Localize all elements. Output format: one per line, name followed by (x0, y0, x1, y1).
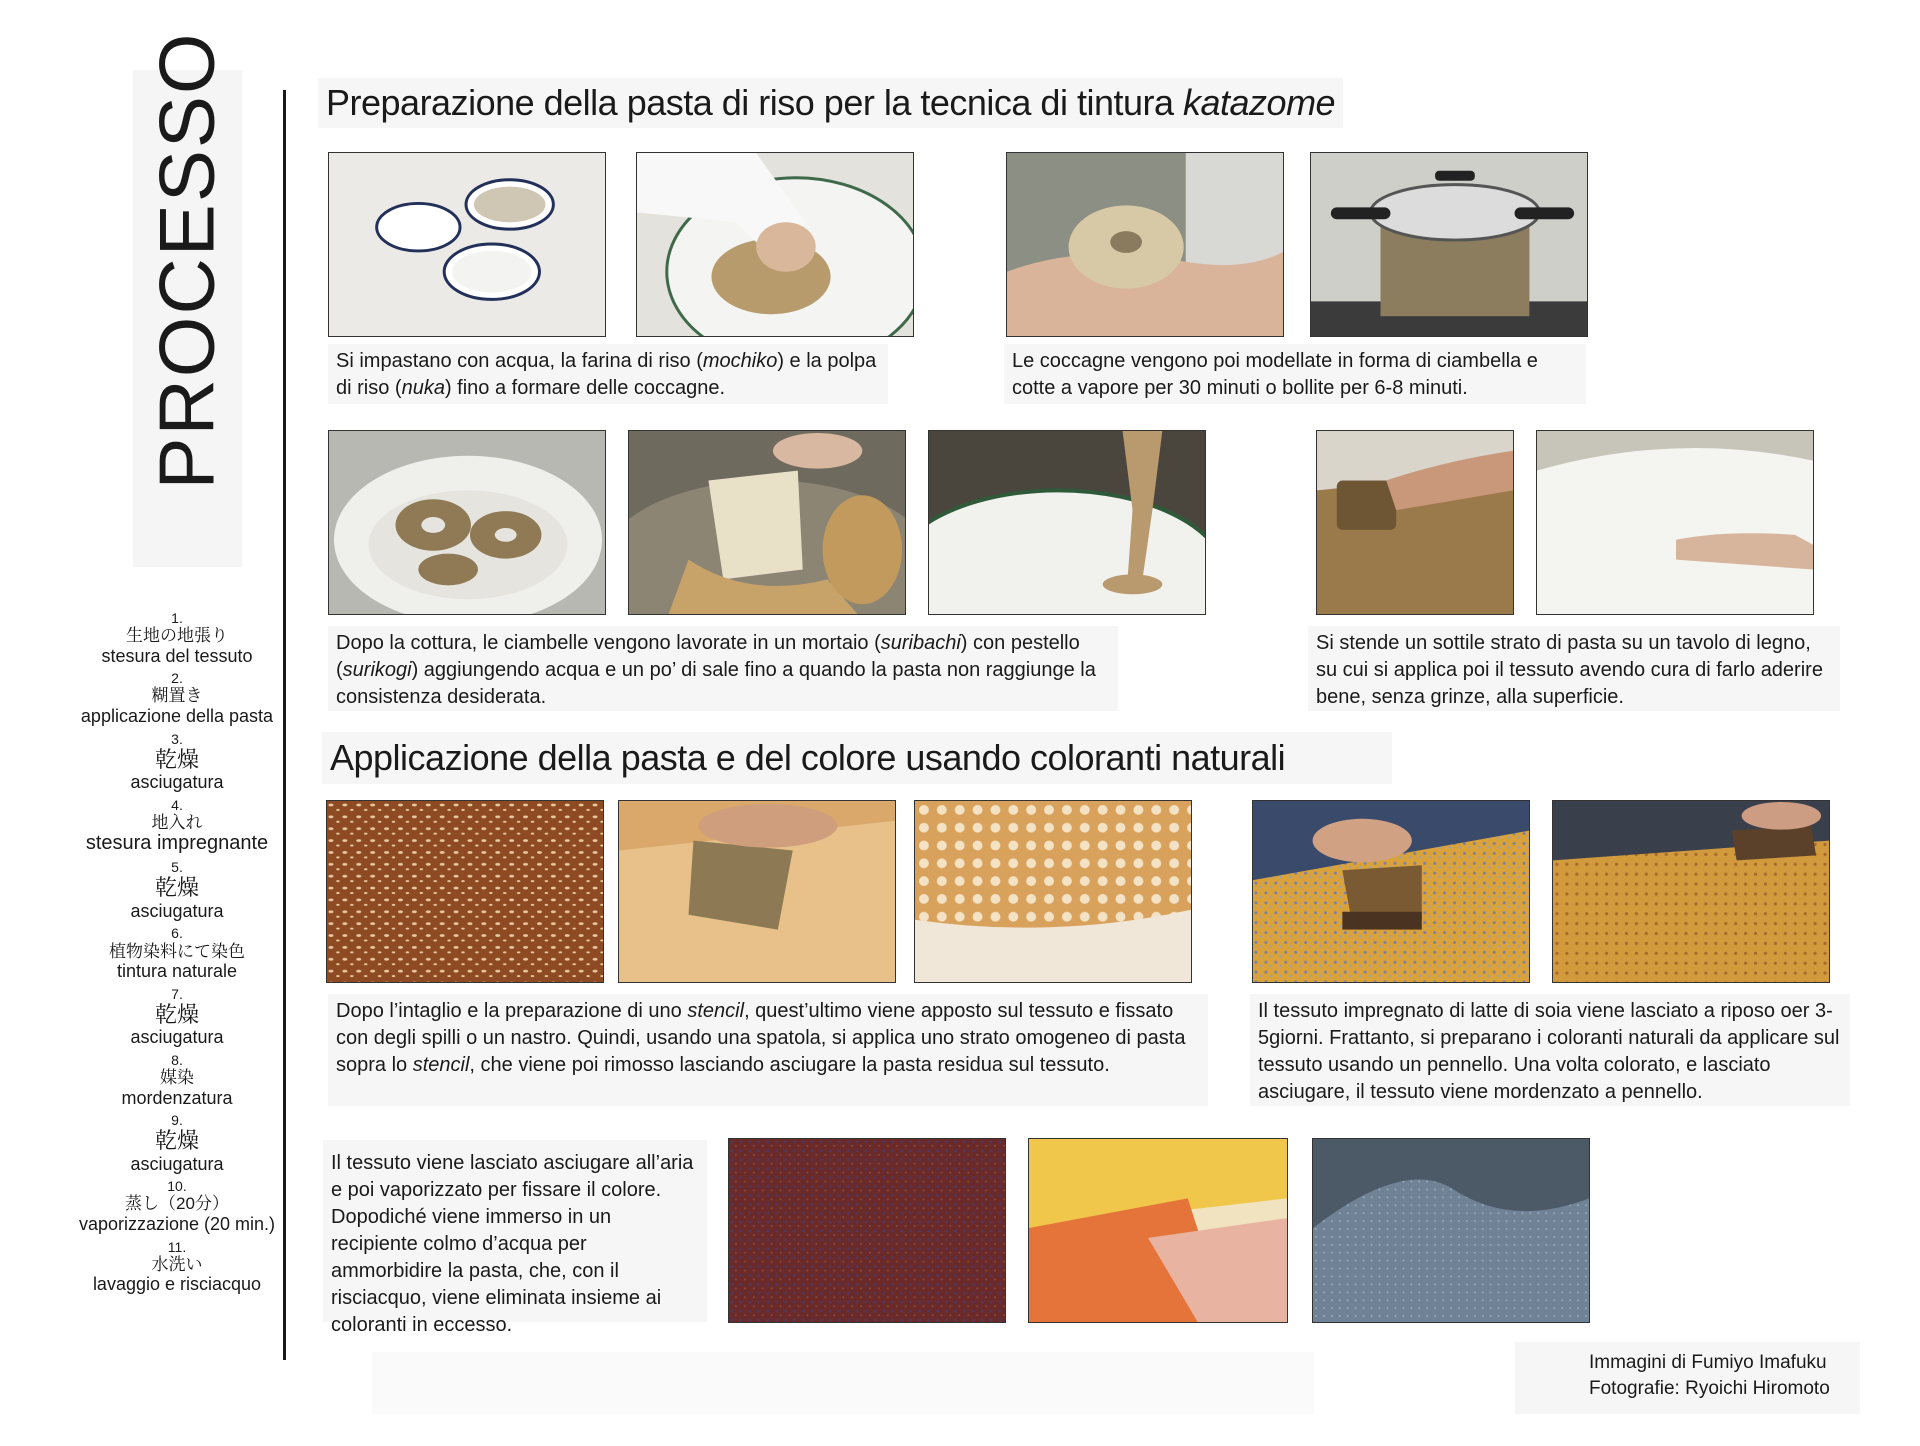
caption-3-term-suribachi: suribachi (880, 632, 961, 654)
step-number: 1. (171, 610, 183, 626)
caption-5-term-stencil: stencil (687, 1000, 745, 1022)
step-italian: mordenzatura (121, 1087, 233, 1108)
step-italian: asciugatura (130, 1153, 224, 1174)
caption-3 (328, 626, 1118, 711)
step-italian: asciugatura (130, 772, 224, 793)
section1-heading-italic: katazome (1183, 82, 1336, 123)
caption-3-part: Dopo la cottura, le ciambelle vengono lavorate in un mortaio ( (336, 632, 881, 654)
process-step (62, 1178, 292, 1234)
step-number: 9. (171, 1112, 183, 1129)
credits (1515, 1342, 1860, 1414)
photo-kneading-dough (636, 152, 914, 337)
caption-3-term-surikogi: surikogi (342, 659, 412, 681)
step-italian: asciugatura (130, 1027, 224, 1048)
vertical-title-text: PROCESSO (143, 30, 232, 490)
process-step (62, 1052, 292, 1108)
photo-brushing-yellow-fabric (1252, 800, 1530, 983)
photo-spatula-on-stencil (618, 800, 896, 983)
photo-mortar-paste (628, 430, 906, 615)
caption-5 (328, 994, 1208, 1106)
photo-blue-fabric (1312, 1138, 1590, 1323)
section2-heading: Applicazione della pasta e del colore usando coloranti naturali (322, 732, 1392, 784)
step-japanese: 糊置き (151, 686, 203, 706)
process-step (62, 797, 292, 856)
step-japanese: 植物染料にて染色 (109, 941, 245, 961)
process-step (62, 1239, 292, 1295)
photo-dyed-red-fabric (728, 1138, 1006, 1323)
vertical-title (133, 30, 242, 490)
caption-3-part: ) con pestello ( (336, 632, 1080, 681)
step-italian: applicazione della pasta (80, 705, 274, 726)
step-number: 8. (171, 1051, 183, 1068)
caption-2: Le coccagne vengono poi modellate in forma di ciambella e cotte a vapore per 30 minuti o bollite per 6-8 minuti. (1004, 344, 1586, 404)
step-japanese: 乾燥 (154, 875, 199, 901)
step-japanese: 水洗い (151, 1254, 203, 1274)
step-italian: vaporizzazione (20 min.) (78, 1213, 276, 1234)
caption-1-term-nuka: nuka (401, 377, 445, 399)
photo-lifting-stencil (914, 800, 1192, 983)
photo-stencil-pattern (326, 800, 604, 983)
photo-steaming-pot (1310, 152, 1588, 337)
step-number: 4. (171, 796, 183, 813)
step-japanese: 乾燥 (154, 1001, 199, 1027)
caption-1-part: ) fino a formare delle coccagne. (444, 377, 726, 399)
step-number: 7. (171, 985, 183, 1002)
step-italian: stesura impregnante (85, 832, 269, 855)
step-number: 2. (171, 670, 183, 687)
step-japanese: 蒸し（20分） (125, 1194, 229, 1214)
photo-colorful-fabric (1028, 1138, 1288, 1323)
step-japanese: 乾燥 (154, 746, 199, 772)
caption-6: Il tessuto impregnato di latte di soia viene lasciato a riposo oer 3-5giorni. Frattanto, si preparano i coloranti naturali da applicare sul tessuto usando un pennello. Una volta colorato, e lasciato asciugare, il tessuto viene mordenzato a pennello. (1250, 994, 1850, 1106)
caption-5-part: , quest’ultimo viene apposto sul tessuto e fissato con degli spilli o un nastro. Quindi, usando una spatola, si applica uno strato omogeneo di pasta sopra lo (336, 1000, 1186, 1076)
photo-paste-consistency (928, 430, 1206, 615)
photo-bowls-of-flour (328, 152, 606, 337)
step-japanese: 地入れ (151, 812, 203, 832)
process-step (62, 610, 292, 666)
caption-5-part: Dopo l’intaglio e la preparazione di uno (336, 1000, 688, 1022)
step-number: 5. (171, 859, 183, 876)
step-italian: stesura del tessuto (101, 645, 253, 666)
process-step (62, 986, 292, 1048)
footer-band (372, 1352, 1314, 1414)
step-japanese: 生地の地張り (126, 626, 228, 646)
section1-heading-text: Preparazione della pasta di riso per la tecnica di tintura (326, 82, 1183, 123)
process-step (62, 731, 292, 793)
process-steps-list (62, 610, 292, 1299)
process-step (62, 859, 292, 921)
caption-1 (328, 344, 888, 404)
step-number: 3. (171, 730, 183, 747)
credits-photos: Fotografie: Ryoichi Hiromoto (1589, 1378, 1830, 1399)
step-number: 10. (167, 1178, 187, 1195)
photo-spreading-paste (1316, 430, 1514, 615)
step-number: 6. (171, 925, 183, 942)
photo-applying-fabric (1536, 430, 1814, 615)
caption-5-part: , che viene poi rimosso lasciando asciugare la pasta residua sul tessuto. (469, 1054, 1110, 1076)
process-step (62, 1112, 292, 1174)
process-step (62, 670, 292, 726)
photo-brushing-orange-fabric (1552, 800, 1830, 983)
caption-1-part: Si impastano con acqua, la farina di riso ( (336, 350, 703, 372)
photo-ring-in-colander (328, 430, 606, 615)
caption-5-term-stencil: stencil (412, 1054, 470, 1076)
step-italian: lavaggio e risciacquo (92, 1274, 262, 1295)
caption-1-term-mochiko: mochiko (702, 350, 778, 372)
step-number: 11. (167, 1238, 187, 1255)
process-step (62, 925, 292, 981)
step-italian: tintura naturale (116, 961, 238, 982)
caption-4: Si stende un sottile strato di pasta su un tavolo di legno, su cui si applica poi il tessuto avendo cura di farlo aderire bene, senza grinze, alla superficie. (1308, 626, 1840, 711)
credits-images: Immagini di Fumiyo Imafuku (1589, 1352, 1827, 1373)
step-japanese: 乾燥 (154, 1128, 199, 1154)
photo-dough-ring-in-hand (1006, 152, 1284, 337)
caption-1-part: ) e la polpa di riso ( (336, 350, 877, 399)
caption-3-part: ) aggiungendo acqua e un po’ di sale fino a quando la pasta non raggiunge la consistenza desiderata. (336, 659, 1096, 708)
step-italian: asciugatura (130, 900, 224, 921)
step-japanese: 媒染 (160, 1067, 194, 1087)
section1-heading (318, 78, 1343, 128)
caption-7: Il tessuto viene lasciato asciugare all’aria e poi vaporizzato per fissare il colore. Dopodiché viene immerso in un recipiente colmo d’acqua per ammorbidire la pasta, che, con il risciacquo, viene eliminata insieme ai coloranti in eccesso. (323, 1140, 707, 1322)
